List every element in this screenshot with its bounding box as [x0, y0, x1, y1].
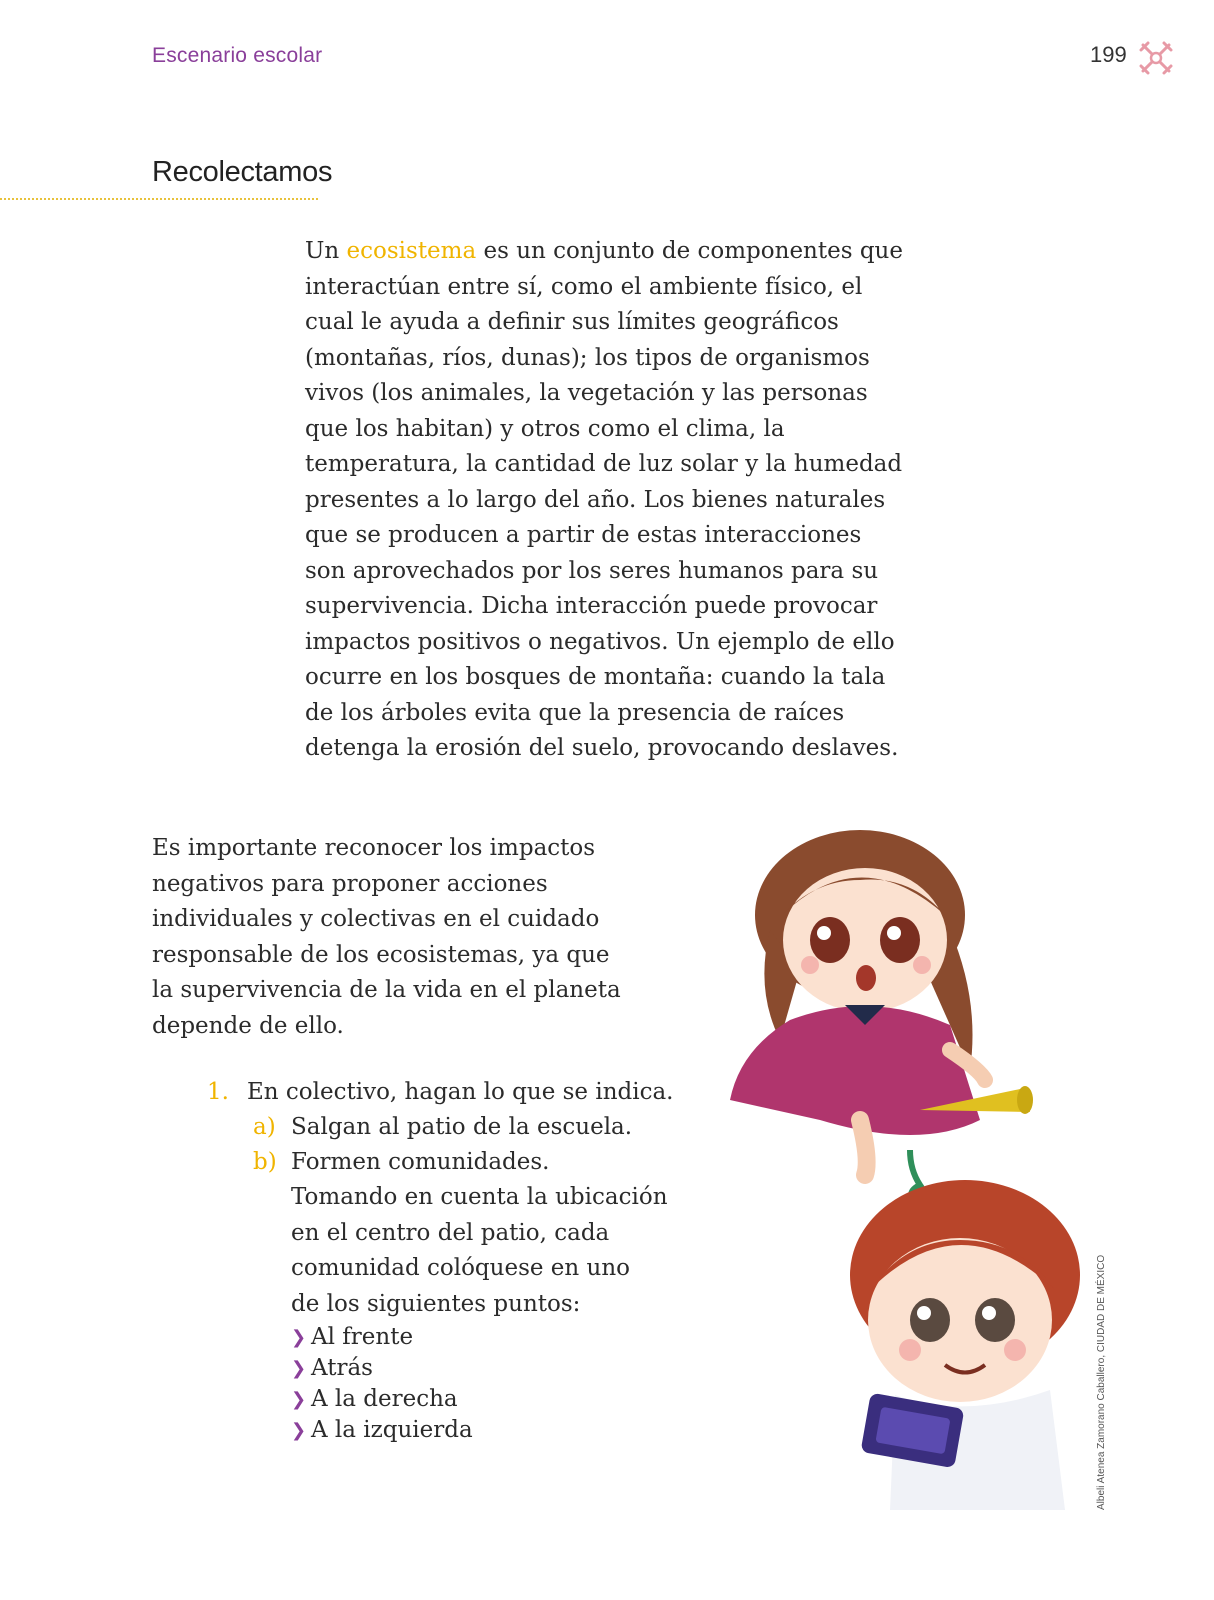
chevron-right-icon: ❯: [291, 1327, 307, 1348]
step-b: [253, 1145, 727, 1180]
page-number: 199: [1090, 42, 1127, 67]
activity-number: 1.: [207, 1079, 229, 1105]
step-text: Salgan al patio de la escuela.: [291, 1114, 633, 1140]
activity-item: [207, 1075, 727, 1110]
instruction-line: Tomando en cuenta la ubicación: [291, 1184, 668, 1210]
section-title: Recolectamos: [152, 156, 333, 188]
point-label: Atrás: [311, 1355, 373, 1381]
boy-figure: [850, 1180, 1080, 1510]
instruction-text: [291, 1180, 727, 1322]
point-item: [291, 1322, 727, 1353]
para-body: es un conjunto de componentes que interactúan entre sí, como el ambiente físico, el cual le ayuda a definir sus límites geográficos (montañas, ríos, dunas); los tipos de organismos vivos (los animales, la vegetación y las personas que los habitan) y otros como el clima, la temperatura, la cantidad de luz solar y la humedad presentes a lo largo del año. Los bienes naturales que se producen a partir de estas interacciones son aprovechados por los seres humanos para su supervivencia. Dicha interacción puede provocar impactos positivos o negativos. Un ejemplo de ello ocurre en los bosques de montaña: cuando la tala de los árboles evita que la presencia de raíces detenga la erosión del suelo, provocando deslaves.: [305, 238, 903, 761]
instruction-line: de los siguientes puntos:: [291, 1290, 581, 1317]
title-divider: [0, 198, 318, 200]
chevron-right-icon: ❯: [291, 1420, 307, 1441]
children-illustration: [720, 820, 1120, 1520]
keyword-ecosistema: ecosistema: [346, 238, 477, 264]
point-item: [291, 1415, 727, 1446]
chevron-right-icon: ❯: [291, 1389, 307, 1410]
para-lead: Un: [305, 238, 347, 264]
instruction-line: comunidad colóquese en uno: [291, 1255, 631, 1281]
point-item: [291, 1384, 727, 1415]
points-list: [291, 1322, 727, 1446]
point-label: A la izquierda: [311, 1417, 473, 1443]
point-item: [291, 1353, 727, 1384]
intro-paragraph: [305, 234, 905, 767]
point-label: Al frente: [311, 1324, 414, 1350]
illustration-credit: Albeli Atenea Zamorano Caballero, CIUDAD DE MÉXICO: [1096, 1254, 1107, 1510]
second-paragraph: Es importante reconocer los impactos negativos para proponer acciones individuales y colectivas en el cuidado responsable de los ecosistemas, ya que la supervivencia de la vida en el planeta depende de ello.: [152, 835, 621, 1039]
step-letter: b): [253, 1149, 277, 1175]
instruction-line: en el centro del patio, cada: [291, 1219, 610, 1246]
step-a: [253, 1110, 727, 1145]
step-letter: a): [253, 1114, 276, 1140]
chevron-right-icon: ❯: [291, 1358, 307, 1379]
girl-figure: [730, 830, 1033, 1205]
step-text: Formen comunidades.: [291, 1149, 550, 1175]
activity-list: [207, 1075, 727, 1446]
running-header: Escenario escolar: [152, 44, 323, 67]
point-label: A la derecha: [311, 1386, 458, 1412]
ornament-icon: [1138, 40, 1174, 76]
activity-text: En colectivo, hagan lo que se indica.: [247, 1079, 674, 1105]
